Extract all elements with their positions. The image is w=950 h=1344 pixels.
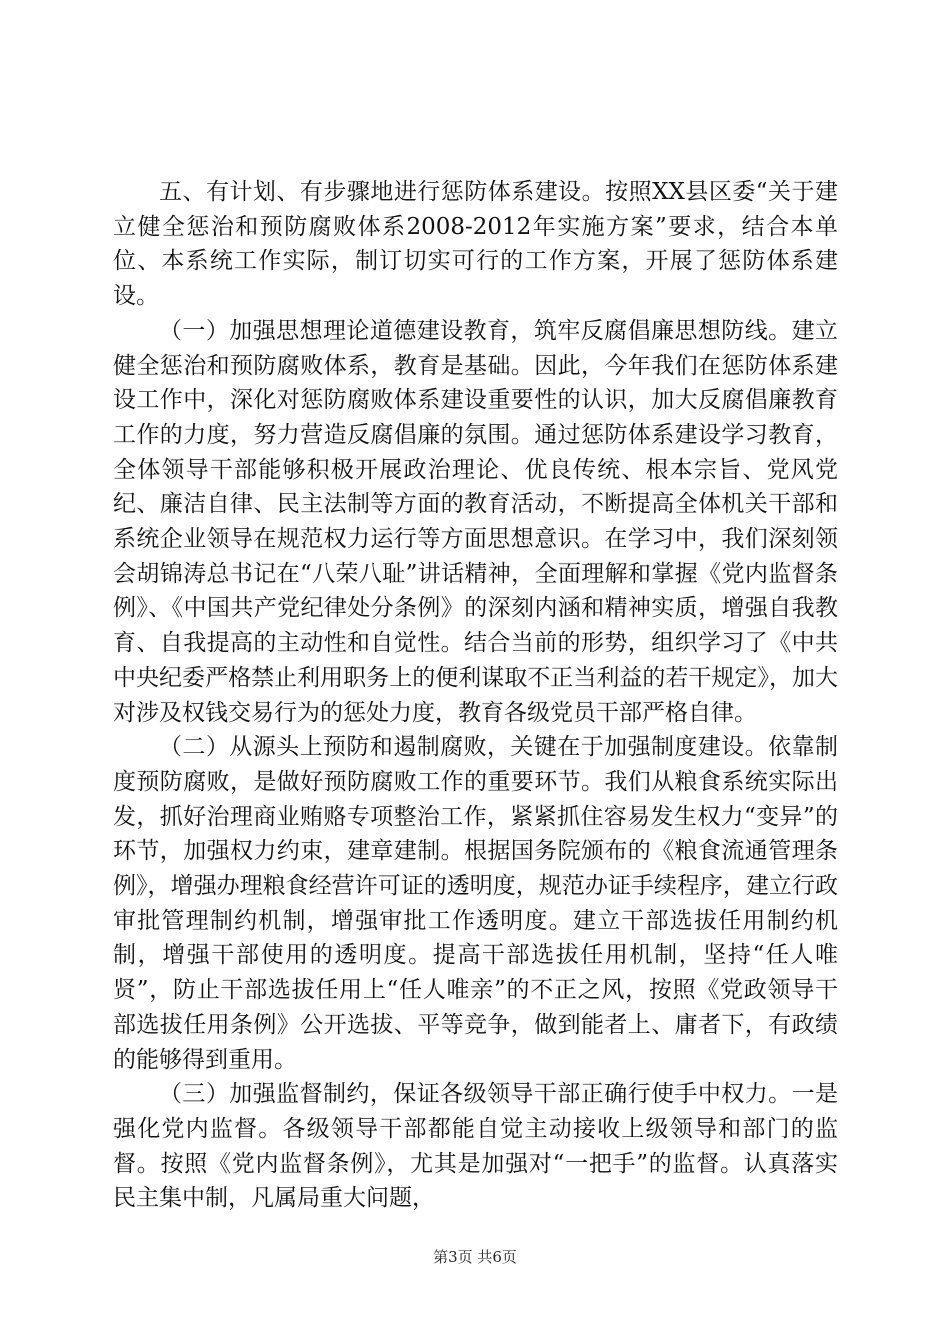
document-body xyxy=(113,175,838,1216)
page-number-footer: 第3页 共6页 xyxy=(433,1248,517,1266)
paragraph-section-five: 五、有计划、有步骤地进行惩防体系建设。按照XX县区委“关于建立健全惩治和预防腐败体系2008-2012年实施方案”要求，结合本单位、本系统工作实际，制订切实可行的工作方案，开展了惩防体系建设。 xyxy=(113,179,838,310)
paragraph-item-two: （二）从源头上预防和遏制腐败，关键在于加强制度建设。依靠制度预防腐败，是做好预防腐败工作的重要环节。我们从粮食系统实际出发，抓好治理商业贿赂专项整治工作，紧紧抓住容易发生权力“变异”的环节，加强权力约束，建章建制。根据国务院颁布的《粮食流通管理条例》，增强办理粮食经营许可证的透明度，规范办证手续程序，建立行政审批管理制约机制，增强审批工作透明度。建立干部选拔任用制约机制，增强干部使用的透明度。提高干部选拔任用机制，坚持“任人唯贤”，防止干部选拔任用上“任人唯亲”的不正之风，按照《党政领导干部选拔任用条例》公开选拔、平等竞争，做到能者上、庸者下，有政绩的能够得到重用。 xyxy=(113,734,838,1073)
paragraph-item-three: （三）加强监督制约，保证各级领导干部正确行使手中权力。一是强化党内监督。各级领导干部都能自觉主动接收上级领导和部门的监督。按照《党内监督条例》，尤其是加强对“一把手”的监督。认真落实民主集中制，凡属局重大问题， xyxy=(113,1081,838,1212)
paragraph-item-one: （一）加强思想理论道德建设教育，筑牢反腐倡廉思想防线。建立健全惩治和预防腐败体系，教育是基础。因此，今年我们在惩防体系建设工作中，深化对惩防腐败体系建设重要性的认识，加大反腐倡廉教育工作的力度，努力营造反腐倡廉的氛围。通过惩防体系建设学习教育，全体领导干部能够积极开展政治理论、优良传统、根本宗旨、党风党纪、廉洁自律、民主法制等方面的教育活动，不断提高全体机关干部和系统企业领导在规范权力运行等方面思想意识。在学习中，我们深刻领会胡锦涛总书记在“八荣八耻”讲话精神，全面理解和掌握《党内监督条例》、《中国共产党纪律处分条例》的深刻内涵和精神实质，增强自我教育、自我提高的主动性和自觉性。结合当前的形势，组织学习了《中共中央纪委严格禁止利用职务上的便利谋取不正当利益的若干规定》，加大对涉及权钱交易行为的惩处力度，教育各级党员干部严格自律。 xyxy=(113,317,838,726)
